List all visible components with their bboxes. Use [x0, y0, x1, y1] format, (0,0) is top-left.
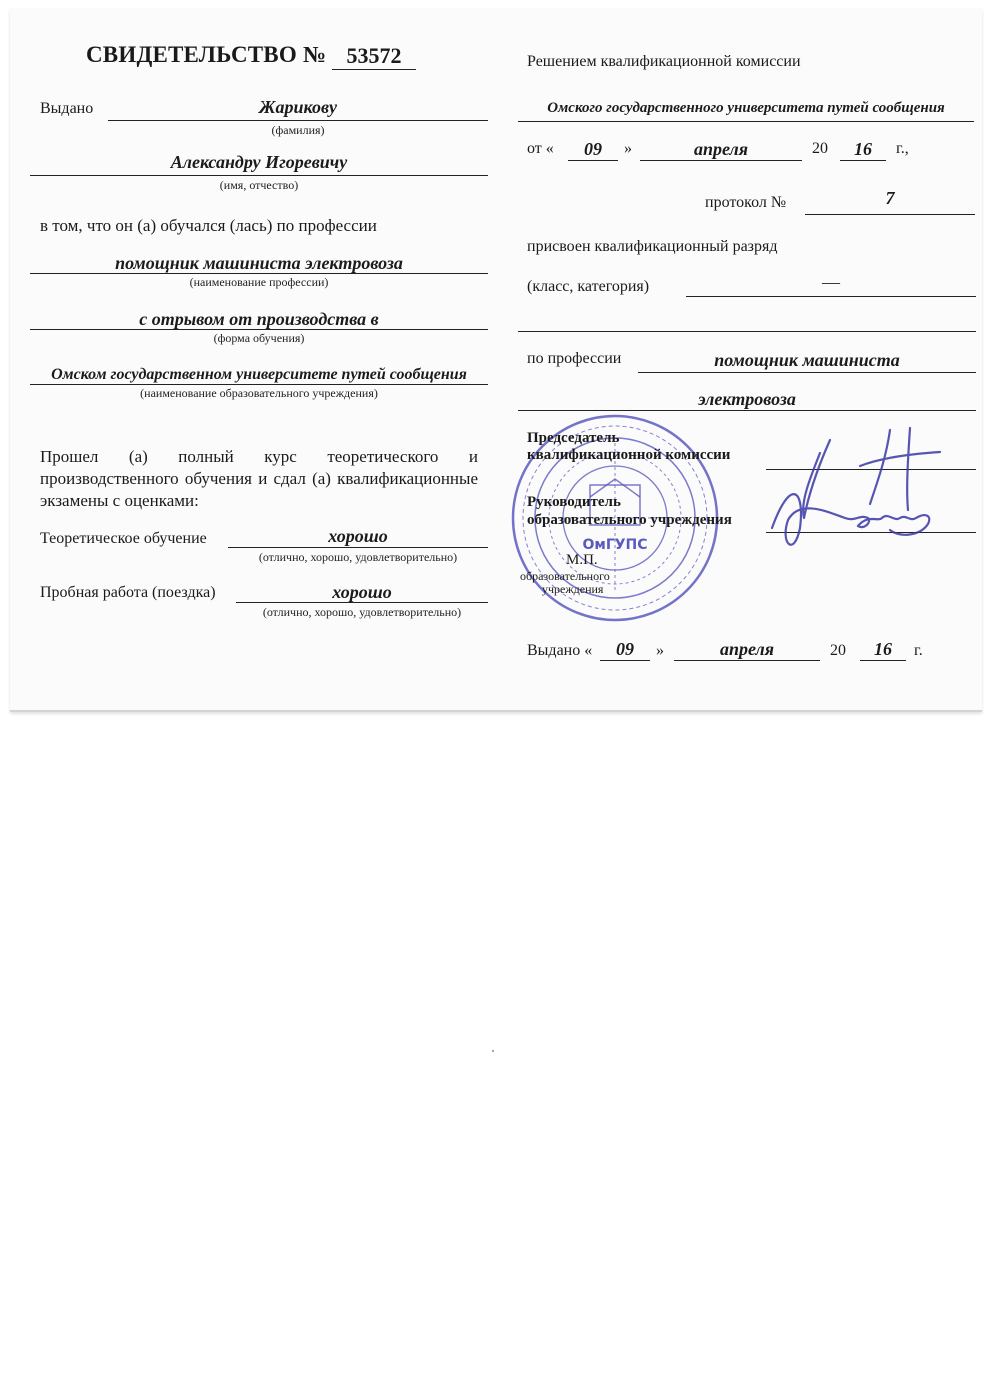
chair-label: [527, 430, 730, 464]
from-label: от «: [527, 140, 554, 157]
profession-value: помощник машиниста электровоза: [115, 253, 403, 273]
chair-label-line2: квалификационной комиссии: [527, 447, 731, 463]
theory-grade-value: хорошо: [328, 526, 388, 546]
head-label-line2: образовательного учреждения: [527, 512, 732, 528]
trial-label: Пробная работа (поездка): [40, 584, 216, 601]
decision-day: 09: [584, 139, 602, 159]
signature-image: [760, 418, 960, 568]
number-underline: [332, 69, 416, 70]
issued-year: 16: [874, 639, 892, 659]
studied-text: в том, что он (а) обучался (лась) по профессии: [40, 216, 377, 235]
profession-caption: (наименование профессии): [189, 275, 329, 289]
theory-grade-line: [228, 547, 488, 548]
study-form-line: [30, 329, 488, 330]
chair-label-line1: Председатель: [527, 430, 620, 446]
theory-grade-caption: (отлично, хорошо, удовлетворительно): [258, 550, 458, 564]
surname-line: [108, 120, 488, 121]
issued-year-prefix: 20: [830, 642, 846, 659]
institution-value: Омском государственном университете путей сообщения: [51, 366, 467, 383]
mp-caption-line1: образовательного: [520, 569, 610, 583]
protocol-number: 7: [885, 188, 895, 208]
issued-month: апреля: [719, 639, 775, 659]
class-line: [686, 296, 976, 297]
institution-caption: (наименование образовательного учреждения): [140, 386, 378, 400]
class-label: (класс, категория): [527, 278, 650, 295]
study-form-caption: (форма обучения): [213, 331, 305, 345]
blank-line: [518, 331, 976, 332]
issued-day-line: [600, 660, 650, 661]
decision-month: апреля: [693, 139, 749, 159]
profession-line: [30, 273, 488, 274]
given-names-value: Александру Игоревичу: [170, 152, 348, 172]
trial-grade-value: хорошо: [332, 582, 392, 602]
issued-day: 09: [616, 639, 634, 659]
theory-label: Теоретическое обучение: [40, 530, 207, 547]
scan-speck: [492, 1050, 494, 1052]
grade-assigned-label: присвоен квалификационный разряд: [527, 238, 778, 255]
mp-caption-line2: учреждения: [542, 582, 604, 596]
profession-line2: [518, 410, 976, 411]
decision-year-line: [840, 160, 886, 161]
issued-close-quote: »: [656, 642, 664, 659]
protocol-line: [805, 214, 975, 215]
certificate-number: 53572: [346, 43, 402, 68]
commission-institution-line: [518, 121, 974, 122]
decision-month-line: [640, 160, 802, 161]
given-names-line: [30, 175, 488, 176]
decision-year: 16: [854, 139, 872, 159]
mp-label: М.П.: [566, 552, 598, 568]
profession-label: по профессии: [527, 350, 622, 367]
head-label-line1: Руководитель: [527, 494, 621, 510]
head-label: [527, 493, 732, 529]
surname-value: Жарикову: [258, 97, 337, 117]
profession-line1-value: помощник машиниста: [714, 350, 900, 370]
issued-to-label: Выдано: [40, 100, 94, 117]
protocol-label: протокол №: [705, 194, 787, 211]
surname-caption: (фамилия): [271, 123, 325, 137]
issued-month-line: [674, 660, 820, 661]
profession-line2-value: электровоза: [698, 389, 796, 409]
commission-institution-value: Омского государственного университета путей сообщения: [547, 100, 945, 116]
institution-line: [30, 384, 488, 385]
trial-grade-caption: (отлично, хорошо, удовлетворительно): [262, 605, 462, 619]
stamp-center-text: ОмГУПС: [582, 537, 648, 553]
certificate-title: СВИДЕТЕЛЬСТВО №: [86, 42, 327, 67]
from-close-quote: »: [624, 140, 632, 157]
year-suffix: г.,: [896, 140, 909, 157]
issued-year-suffix: г.: [914, 642, 923, 659]
issued-label: Выдано «: [527, 642, 593, 659]
class-value: —: [822, 272, 840, 292]
mp-caption: [520, 570, 610, 596]
study-form-value: с отрывом от производства в: [139, 309, 379, 329]
issued-year-line: [860, 660, 906, 661]
year-prefix: 20: [812, 140, 828, 157]
decision-day-line: [568, 160, 618, 161]
decision-label: Решением квалификационной комиссии: [527, 53, 801, 70]
course-text: Прошел (а) полный курс теоретического и производственного обучения и сдал (а) квалификационные экзамены с оценками:: [40, 447, 478, 510]
trial-grade-line: [236, 602, 488, 603]
profession-line1: [638, 372, 976, 373]
given-names-caption: (имя, отчество): [219, 178, 299, 192]
